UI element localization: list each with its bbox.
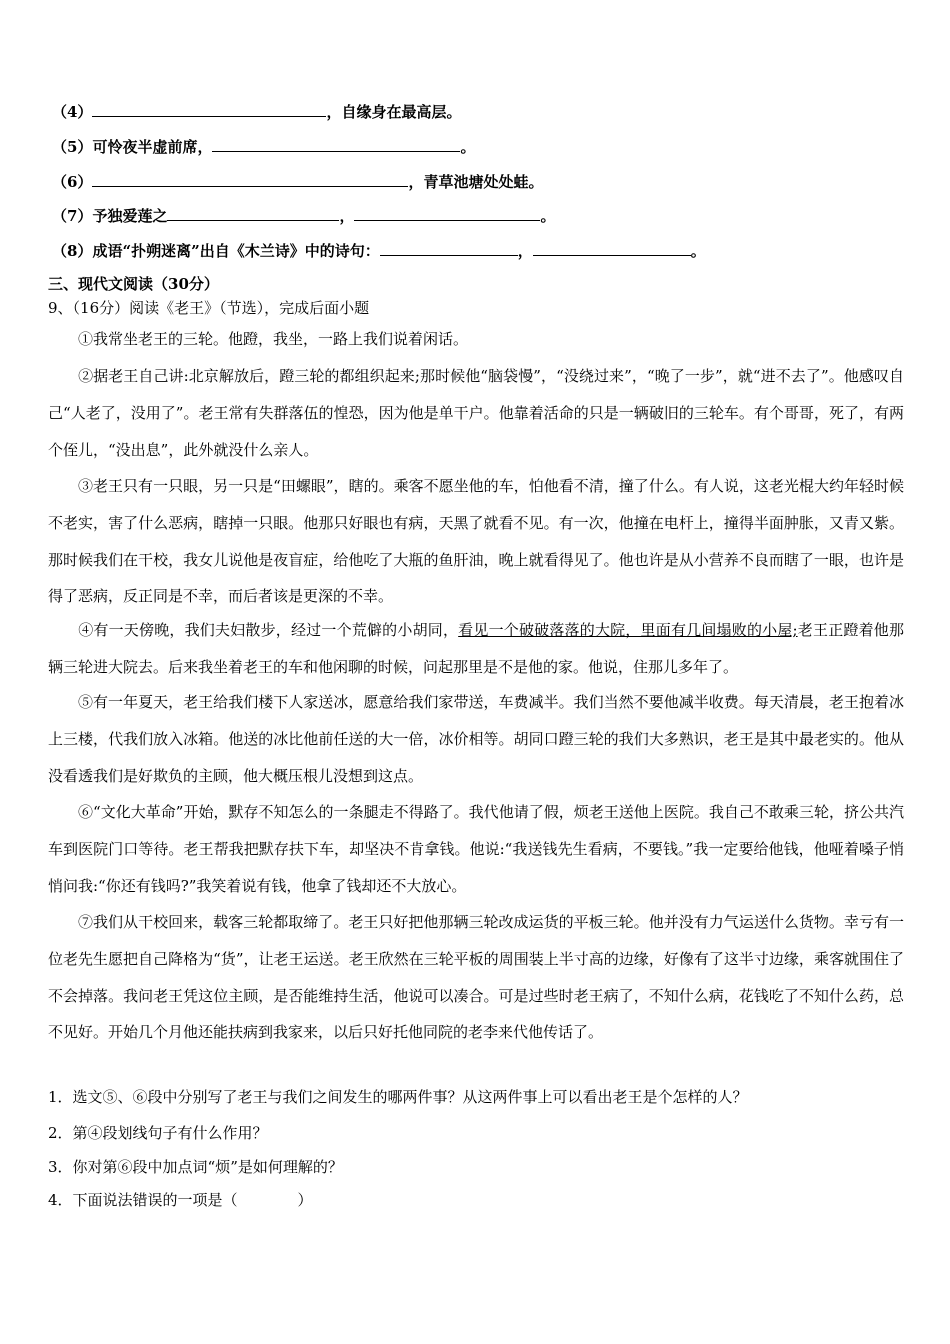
answer-blank[interactable]: [380, 241, 518, 256]
poem-line: 成语“扑朔迷离”出自《木兰诗》中的诗句：: [92, 242, 380, 260]
punctuation: 。: [690, 242, 706, 260]
punctuation: ，: [517, 242, 533, 260]
blank-line-6: [52, 172, 543, 192]
paragraph-7: ⑦我们从干校回来，载客三轮都取缔了。老王只好把他那辆三轮改成运货的平板三轮。他并没有力气运送什么货物。幸亏有一位老先生愿把自己降格为“货”，让老王运送。老王欣然在三轮平板的周围装上半寸高的边缘，好像有了这半寸边缘，乘客就围住了不会掉落。我问老王凭这位主顾，是否能维持生活，他说可以凑合。可是过些时老王病了，不知什么病，花钱吃了不知什么药，总不见好。开始几个月他还能扶病到我家来，以后只好托他同院的老李来代他传话了。: [48, 913, 904, 1042]
question-3: 3．你对第⑥段中加点词“烦”是如何理解的？: [48, 1158, 343, 1176]
poem-line: ，自缘身在最高层。: [326, 103, 462, 121]
punctuation: 。: [540, 207, 556, 225]
question-4: 4．下面说法错误的一项是（ ）: [48, 1191, 313, 1209]
question-intro: 9、（16分）阅读《老王》（节选），完成后面小题: [48, 299, 370, 317]
underlined-sentence: 看见一个破破落落的大院，里面有几间塌败的小屋;: [458, 621, 798, 639]
paragraph-6: ⑥“文化大革命”开始，默存不知怎么的一条腿走不得路了。我代他请了假，烦老王送他上医院。我自己不敢乘三轮，挤公共汽车到医院门口等待。老王帮我把默存扶下车，却坚决不肯拿钱。他说:“我送钱先生看病，不要钱。”我一定要给他钱，他哑着嗓子悄悄问我:“你还有钱吗?”我笑着说有钱，他拿了钱却还不大放心。: [48, 803, 904, 895]
blank-number: （7）: [52, 207, 93, 225]
answer-blank[interactable]: [212, 137, 460, 152]
answer-blank[interactable]: [92, 102, 326, 117]
question-2: 2．第④段划线句子有什么作用？: [48, 1124, 268, 1142]
blank-number: （4）: [52, 103, 93, 121]
answer-blank[interactable]: [354, 206, 540, 221]
answer-blank[interactable]: [533, 241, 691, 256]
blank-number: （5）: [52, 138, 93, 156]
paragraph-2: ②据老王自己讲:北京解放后，蹬三轮的都组织起来;那时候他“脑袋慢”，“没绕过来”，“晚了一步”，就“进不去了”。他感叹自己“人老了，没用了”。老王常有失群落伍的惶恐，因为他是单干户。他靠着活命的只是一辆破旧的三轮车。有个哥哥，死了，有两个侄儿，“没出息”，此外就没什么亲人。: [48, 367, 904, 459]
blank-line-7: [52, 206, 555, 226]
poem-line: 予独爱莲之: [92, 207, 168, 225]
paragraph-4: ④有一天傍晚，我们夫妇散步，经过一个荒僻的小胡同，看见一个破破落落的大院，里面有几间塌败的小屋;老王正蹬着他那辆三轮进大院去。后来我坐着老王的车和他闲聊的时候，问起那里是不是他的家。他说，住那儿多年了。: [48, 621, 904, 676]
answer-blank[interactable]: [92, 172, 408, 187]
blank-line-4: [52, 102, 461, 122]
poem-line: 可怜夜半虚前席，: [92, 138, 213, 156]
blank-line-8: [52, 241, 706, 261]
blank-number: （8）: [52, 242, 93, 260]
blank-number: （6）: [52, 173, 93, 191]
question-1: 1．选文⑤、⑥段中分别写了老王与我们之间发生的哪两件事？从这两件事上可以看出老王是个怎样的人？: [48, 1088, 748, 1106]
paragraph-5: ⑤有一年夏天，老王给我们楼下人家送冰，愿意给我们家带送，车费减半。我们当然不要他减半收费。每天清晨，老王抱着冰上三楼，代我们放入冰箱。他送的冰比他前任送的大一倍，冰价相等。胡同口蹬三轮的我们大多熟识，老王是其中最老实的。他从没看透我们是好欺负的主顾，他大概压根儿没想到这点。: [48, 693, 904, 785]
answer-blank[interactable]: [167, 206, 339, 221]
blank-line-5: [52, 137, 475, 157]
paragraph-1: ①我常坐老王的三轮。他蹬，我坐，一路上我们说着闲话。: [78, 330, 469, 348]
paragraph-3: ③老王只有一只眼，另一只是“田螺眼”，瞎的。乘客不愿坐他的车，怕他看不清，撞了什么。有人说，这老光棍大约年轻时候不老实，害了什么恶病，瞎掉一只眼。他那只好眼也有病，天黑了就看不见。有一次，他撞在电杆上，撞得半面肿胀，又青又紫。那时候我们在干校，我女儿说他是夜盲症，给他吃了大瓶的鱼肝油，晚上就看得见了。他也许是从小营养不良而瞎了一眼，也许是得了恶病，反正同是不幸，而后者该是更深的不幸。: [48, 477, 904, 606]
poem-line: ，青草池塘处处蛙。: [408, 173, 544, 191]
section-title: 三、现代文阅读（30分）: [48, 275, 219, 293]
punctuation: 。: [460, 138, 476, 156]
punctuation: ，: [339, 207, 355, 225]
